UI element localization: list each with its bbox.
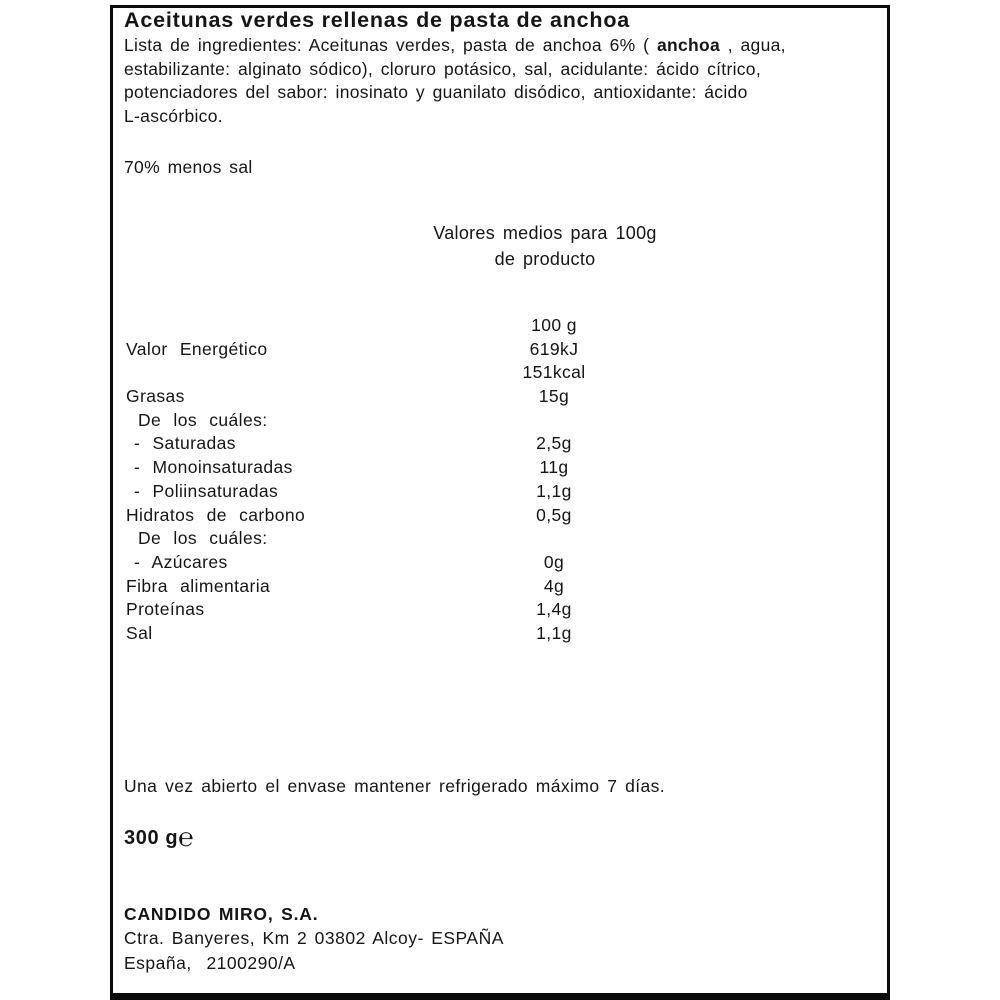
ingredient-line1-bold: anchoa bbox=[656, 35, 721, 55]
nutrition-row-salt bbox=[113, 622, 887, 646]
nutrition-row-protein bbox=[113, 598, 887, 622]
nutrition-value: 151kcal bbox=[522, 362, 586, 383]
nutrition-value: 0g bbox=[543, 551, 565, 572]
low-salt-claim: 70% menos sal bbox=[124, 157, 253, 177]
nutrition-value: 100 g bbox=[531, 315, 577, 335]
ingredient-line-3: potenciadores del sabor: inosinato y guanilato disódico, antioxidante: ácido bbox=[124, 82, 748, 102]
manufacturer-address: Ctra. Banyeres, Km 2 03802 Alcoy- ESPAÑA bbox=[124, 928, 504, 948]
nutrition-label: Grasas bbox=[126, 386, 185, 407]
ingredient-line-4: L-ascórbico. bbox=[124, 105, 223, 126]
ingredient-line-2: estabilizante: alginato sódico), cloruro potásico, sal, acidulante: ácido cítrico, bbox=[124, 58, 762, 79]
nutrition-value: 15g bbox=[538, 386, 570, 407]
registry-number: España, 2100290/A bbox=[124, 953, 296, 973]
net-weight bbox=[124, 822, 194, 855]
nutrition-row-polyunsaturated bbox=[113, 480, 887, 504]
nutrition-header-line-2: de producto bbox=[494, 249, 596, 269]
nutrition-label: De los cuáles: bbox=[138, 409, 268, 430]
nutrition-label: Proteínas bbox=[126, 599, 205, 620]
nutrition-value: 2,5g bbox=[536, 433, 572, 454]
nutrition-label: - Monoinsaturadas bbox=[134, 457, 293, 478]
nutrition-row-fiber bbox=[113, 575, 887, 599]
nutrition-value: 1,1g bbox=[536, 480, 572, 501]
net-weight-value: 300 g bbox=[124, 827, 179, 849]
nutrition-row-100g bbox=[113, 314, 887, 338]
nutrition-label: Hidratos de carbono bbox=[126, 504, 306, 525]
nutrition-label: Fibra alimentaria bbox=[126, 575, 271, 596]
nutrition-table bbox=[113, 314, 887, 646]
nutrition-label: De los cuáles: bbox=[138, 528, 268, 549]
nutrition-label: - Poliinsaturadas bbox=[134, 480, 279, 501]
nutrition-row-sugars bbox=[113, 551, 887, 575]
ingredient-line1-post: , agua, bbox=[720, 35, 786, 55]
nutrition-value: 619kJ bbox=[529, 338, 579, 359]
nutrition-label: - Azúcares bbox=[134, 551, 228, 572]
nutrition-row-energy-kcal bbox=[113, 361, 887, 385]
nutrition-row-saturated bbox=[113, 432, 887, 456]
nutrition-label: Sal bbox=[126, 622, 153, 643]
nutrition-value: 11g bbox=[539, 457, 569, 478]
label-border-box bbox=[110, 5, 890, 1000]
nutrition-row-fat bbox=[113, 385, 887, 409]
product-title: Aceitunas verdes rellenas de pasta de anchoa bbox=[124, 8, 631, 32]
ingredient-line-1 bbox=[124, 34, 884, 58]
nutrition-value: 4g bbox=[543, 575, 565, 596]
nutrition-row-of-which-fat bbox=[113, 409, 887, 433]
nutrition-header-line-1: Valores medios para 100g bbox=[433, 223, 657, 243]
nutrition-row-monounsaturated bbox=[113, 456, 887, 480]
nutrition-row-energy-kj bbox=[113, 338, 887, 362]
nutrition-label: Valor Energético bbox=[126, 338, 268, 359]
nutrition-value: 1,4g bbox=[536, 599, 572, 620]
nutrition-value: 1,1g bbox=[536, 622, 572, 643]
manufacturer-name: CANDIDO MIRO, S.A. bbox=[124, 904, 319, 924]
nutrition-header bbox=[295, 220, 795, 272]
nutrition-label: - Saturadas bbox=[134, 433, 236, 454]
nutrition-row-carbohydrates bbox=[113, 504, 887, 528]
nutrition-row-of-which-carbs bbox=[113, 527, 887, 551]
estimated-sign: ℮ bbox=[178, 822, 194, 852]
nutrition-value: 0,5g bbox=[536, 504, 572, 525]
ingredients-text bbox=[124, 34, 884, 128]
storage-instructions: Una vez abierto el envase mantener refrigerado máximo 7 días. bbox=[124, 776, 666, 796]
ingredient-line1-pre: Lista de ingredientes: Aceitunas verdes, pasta de anchoa 6% ( bbox=[124, 35, 657, 55]
